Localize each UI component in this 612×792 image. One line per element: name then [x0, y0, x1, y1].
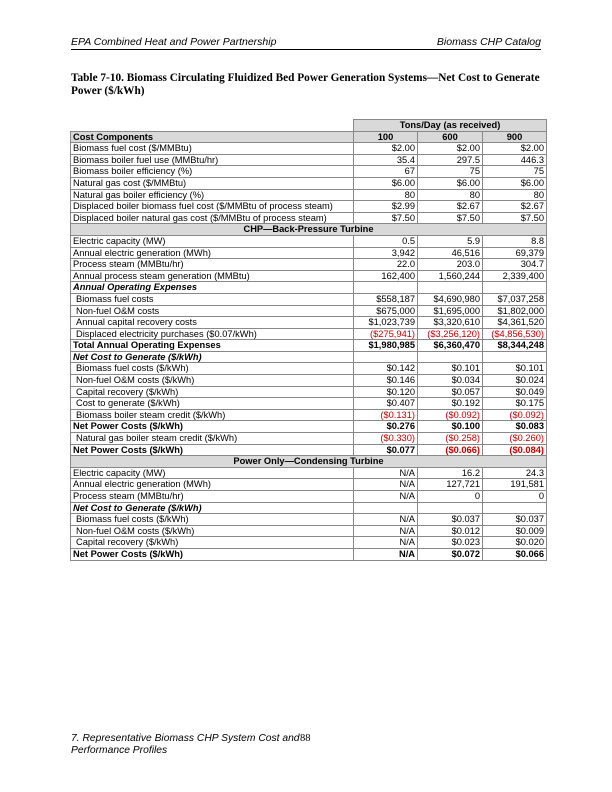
row-label: Biomass boiler fuel use (MMBtu/hr) — [71, 154, 354, 166]
footer-section-title: 7. Representative Biomass CHP System Cost and Performance Profiles — [71, 733, 300, 756]
value-cell: ($0.092) — [483, 409, 547, 421]
row-label: Biomass fuel costs — [71, 293, 354, 305]
row-label: Electric capacity (MW) — [71, 235, 354, 247]
value-cell: $1,023,739 — [354, 317, 418, 329]
page-number: 88 — [300, 733, 311, 744]
row-label: Non-fuel O&M costs ($/kWh) — [71, 525, 354, 537]
row-label: Displaced electricity purchases ($0.07/kWh) — [71, 328, 354, 340]
empty-cell — [418, 351, 483, 363]
row-label: Displaced boiler biomass fuel cost ($/MMBtu of process steam) — [71, 201, 354, 213]
group-header-row — [71, 120, 547, 132]
table-row — [71, 270, 547, 282]
value-cell: 0 — [418, 491, 483, 503]
value-cell: 191,581 — [483, 479, 547, 491]
value-cell: 3,942 — [354, 247, 418, 259]
value-cell: 0 — [483, 491, 547, 503]
value-cell: $0.142 — [354, 363, 418, 375]
column-header-row — [71, 131, 547, 143]
table-row — [71, 143, 547, 155]
value-cell: $6.00 — [354, 177, 418, 189]
table-row — [71, 189, 547, 201]
table-row — [71, 166, 547, 178]
value-cell: $6,360,470 — [418, 340, 483, 352]
subsection-row — [71, 351, 547, 363]
value-cell: ($3,256,120) — [418, 328, 483, 340]
cost-table — [70, 110, 547, 561]
row-label: Net Power Costs ($/kWh) — [71, 421, 354, 433]
value-cell: $0.072 — [418, 548, 483, 560]
empty-cell — [418, 282, 483, 294]
value-cell: $6.00 — [483, 177, 547, 189]
value-cell: 0.5 — [354, 235, 418, 247]
col-header-components: Cost Components — [71, 131, 354, 143]
value-cell: $0.175 — [483, 398, 547, 410]
value-cell: $1,802,000 — [483, 305, 547, 317]
row-label: Natural gas boiler steam credit ($/kWh) — [71, 433, 354, 445]
value-cell: 67 — [354, 166, 418, 178]
empty-cell — [483, 351, 547, 363]
value-cell: 75 — [418, 166, 483, 178]
row-label: Capital recovery ($/kWh) — [71, 386, 354, 398]
section-header-row — [71, 456, 547, 468]
value-cell: 304.7 — [483, 259, 547, 271]
value-cell: N/A — [354, 467, 418, 479]
value-cell: 80 — [354, 189, 418, 201]
col-header-100: 100 — [354, 131, 418, 143]
value-cell: $2.00 — [354, 143, 418, 155]
row-label: Annual capital recovery costs — [71, 317, 354, 329]
value-cell: ($0.092) — [418, 409, 483, 421]
value-cell: 127,721 — [418, 479, 483, 491]
empty-cell — [354, 502, 418, 514]
value-cell: 69,379 — [483, 247, 547, 259]
row-label: Natural gas boiler efficiency (%) — [71, 189, 354, 201]
row-label: Net Power Costs ($/kWh) — [71, 444, 354, 456]
table-row — [71, 537, 547, 549]
row-label: Natural gas cost ($/MMBtu) — [71, 177, 354, 189]
value-cell: $7.50 — [483, 212, 547, 224]
table-row — [71, 398, 547, 410]
value-cell: $1,695,000 — [418, 305, 483, 317]
value-cell: ($275,941) — [354, 328, 418, 340]
value-cell: $0.012 — [418, 525, 483, 537]
table-row — [71, 386, 547, 398]
value-cell: 22.0 — [354, 259, 418, 271]
row-label: Non-fuel O&M costs ($/kWh) — [71, 375, 354, 387]
value-cell: $0.066 — [483, 548, 547, 560]
value-cell: ($0.330) — [354, 433, 418, 445]
value-cell: $675,000 — [354, 305, 418, 317]
empty-cell — [418, 502, 483, 514]
table-row — [71, 409, 547, 421]
value-cell: ($0.066) — [418, 444, 483, 456]
row-label: Biomass fuel costs ($/kWh) — [71, 514, 354, 526]
value-cell: 162,400 — [354, 270, 418, 282]
row-label: Annual process steam generation (MMBtu) — [71, 270, 354, 282]
value-cell: $3,320,610 — [418, 317, 483, 329]
value-cell: $0.101 — [483, 363, 547, 375]
col-header-900: 900 — [483, 131, 547, 143]
table-title: Table 7-10. Biomass Circulating Fluidized Bed Power Generation Systems—Net Cost to Generate Power ($/kWh) — [71, 72, 540, 97]
value-cell: N/A — [354, 537, 418, 549]
value-cell: 2,339,400 — [483, 270, 547, 282]
table-row — [71, 514, 547, 526]
value-cell: $0.037 — [483, 514, 547, 526]
row-label: Biomass fuel cost ($/MMBtu) — [71, 143, 354, 155]
value-cell: 75 — [483, 166, 547, 178]
table-row — [71, 479, 547, 491]
table-row — [71, 467, 547, 479]
value-cell: $6.00 — [418, 177, 483, 189]
row-label: Displaced boiler natural gas cost ($/MMBtu of process steam) — [71, 212, 354, 224]
table-row — [71, 328, 547, 340]
value-cell: $0.023 — [418, 537, 483, 549]
row-label: Capital recovery ($/kWh) — [71, 537, 354, 549]
value-cell: $0.024 — [483, 375, 547, 387]
row-label: Cost to generate ($/kWh) — [71, 398, 354, 410]
empty-cell — [354, 351, 418, 363]
table-row — [71, 525, 547, 537]
value-cell: $0.100 — [418, 421, 483, 433]
section-header: CHP—Back-Pressure Turbine — [71, 224, 547, 236]
row-label: Biomass boiler efficiency (%) — [71, 166, 354, 178]
value-cell: $4,361,520 — [483, 317, 547, 329]
value-cell: $7,037,258 — [483, 293, 547, 305]
value-cell: $0.009 — [483, 525, 547, 537]
value-cell: 297.5 — [418, 154, 483, 166]
header-right: Biomass CHP Catalog — [436, 36, 541, 48]
value-cell: N/A — [354, 491, 418, 503]
value-cell: ($0.258) — [418, 433, 483, 445]
value-cell: 1,560,244 — [418, 270, 483, 282]
subsection-label: Net Cost to Generate ($/kWh) — [71, 502, 354, 514]
value-cell: $0.020 — [483, 537, 547, 549]
value-cell: $0.034 — [418, 375, 483, 387]
value-cell: ($4,856,530) — [483, 328, 547, 340]
value-cell: 446.3 — [483, 154, 547, 166]
value-cell: 80 — [483, 189, 547, 201]
empty-cell — [483, 502, 547, 514]
value-cell: 8.8 — [483, 235, 547, 247]
table-row — [71, 363, 547, 375]
value-cell: $7.50 — [354, 212, 418, 224]
table-row — [71, 293, 547, 305]
value-cell: $0.037 — [418, 514, 483, 526]
value-cell: $7.50 — [418, 212, 483, 224]
value-cell: 16.2 — [418, 467, 483, 479]
row-label: Process steam (MMBtu/hr) — [71, 259, 354, 271]
table-row — [71, 259, 547, 271]
table-row — [71, 433, 547, 445]
table-row — [71, 154, 547, 166]
value-cell: $558,187 — [354, 293, 418, 305]
section-header-row — [71, 224, 547, 236]
col-header-600: 600 — [418, 131, 483, 143]
table-row — [71, 375, 547, 387]
table-row — [71, 247, 547, 259]
value-cell: $0.077 — [354, 444, 418, 456]
value-cell: $0.120 — [354, 386, 418, 398]
header-left: EPA Combined Heat and Power Partnership — [71, 36, 277, 48]
value-cell: N/A — [354, 548, 418, 560]
table-row — [71, 340, 547, 352]
row-label: Non-fuel O&M costs — [71, 305, 354, 317]
row-label: Process steam (MMBtu/hr) — [71, 491, 354, 503]
value-cell: $0.057 — [418, 386, 483, 398]
value-cell: N/A — [354, 525, 418, 537]
table-row — [71, 548, 547, 560]
value-cell: $0.049 — [483, 386, 547, 398]
table-row — [71, 491, 547, 503]
table-row — [71, 305, 547, 317]
value-cell: $0.101 — [418, 363, 483, 375]
value-cell: 35.4 — [354, 154, 418, 166]
table-row — [71, 421, 547, 433]
value-cell: $0.146 — [354, 375, 418, 387]
empty-cell — [483, 282, 547, 294]
value-cell: 5.9 — [418, 235, 483, 247]
value-cell: $2.00 — [418, 143, 483, 155]
value-cell: N/A — [354, 514, 418, 526]
section-header: Power Only—Condensing Turbine — [71, 456, 547, 468]
value-cell: 24.3 — [483, 467, 547, 479]
table-row — [71, 444, 547, 456]
row-label: Biomass boiler steam credit ($/kWh) — [71, 409, 354, 421]
value-cell: $0.276 — [354, 421, 418, 433]
empty-cell — [354, 282, 418, 294]
value-cell: $2.00 — [483, 143, 547, 155]
value-cell: 203.0 — [418, 259, 483, 271]
value-cell: ($0.260) — [483, 433, 547, 445]
row-label: Total Annual Operating Expenses — [71, 340, 354, 352]
value-cell: 80 — [418, 189, 483, 201]
value-cell: ($0.084) — [483, 444, 547, 456]
value-cell: $0.192 — [418, 398, 483, 410]
table-row — [71, 201, 547, 213]
subsection-row — [71, 282, 547, 294]
value-cell: $1,980,985 — [354, 340, 418, 352]
running-header — [71, 36, 541, 50]
row-label: Net Power Costs ($/kWh) — [71, 548, 354, 560]
table-row — [71, 212, 547, 224]
value-cell: $0.407 — [354, 398, 418, 410]
value-cell: $2.67 — [418, 201, 483, 213]
table-row — [71, 177, 547, 189]
subsection-row — [71, 502, 547, 514]
row-label: Biomass fuel costs ($/kWh) — [71, 363, 354, 375]
value-cell: $0.083 — [483, 421, 547, 433]
value-cell: $4,690,980 — [418, 293, 483, 305]
value-cell: ($0.131) — [354, 409, 418, 421]
value-cell: $2.67 — [483, 201, 547, 213]
row-label: Electric capacity (MW) — [71, 467, 354, 479]
tons-per-day-header: Tons/Day (as received) — [354, 120, 547, 132]
table-row — [71, 317, 547, 329]
table-row — [71, 235, 547, 247]
value-cell: N/A — [354, 479, 418, 491]
row-label: Annual electric generation (MWh) — [71, 247, 354, 259]
row-label: Annual electric generation (MWh) — [71, 479, 354, 491]
value-cell: $8,344,248 — [483, 340, 547, 352]
value-cell: 46,516 — [418, 247, 483, 259]
subsection-label: Net Cost to Generate ($/kWh) — [71, 351, 354, 363]
value-cell: $2.99 — [354, 201, 418, 213]
header-spacer-row — [71, 110, 547, 120]
subsection-label: Annual Operating Expenses — [71, 282, 354, 294]
